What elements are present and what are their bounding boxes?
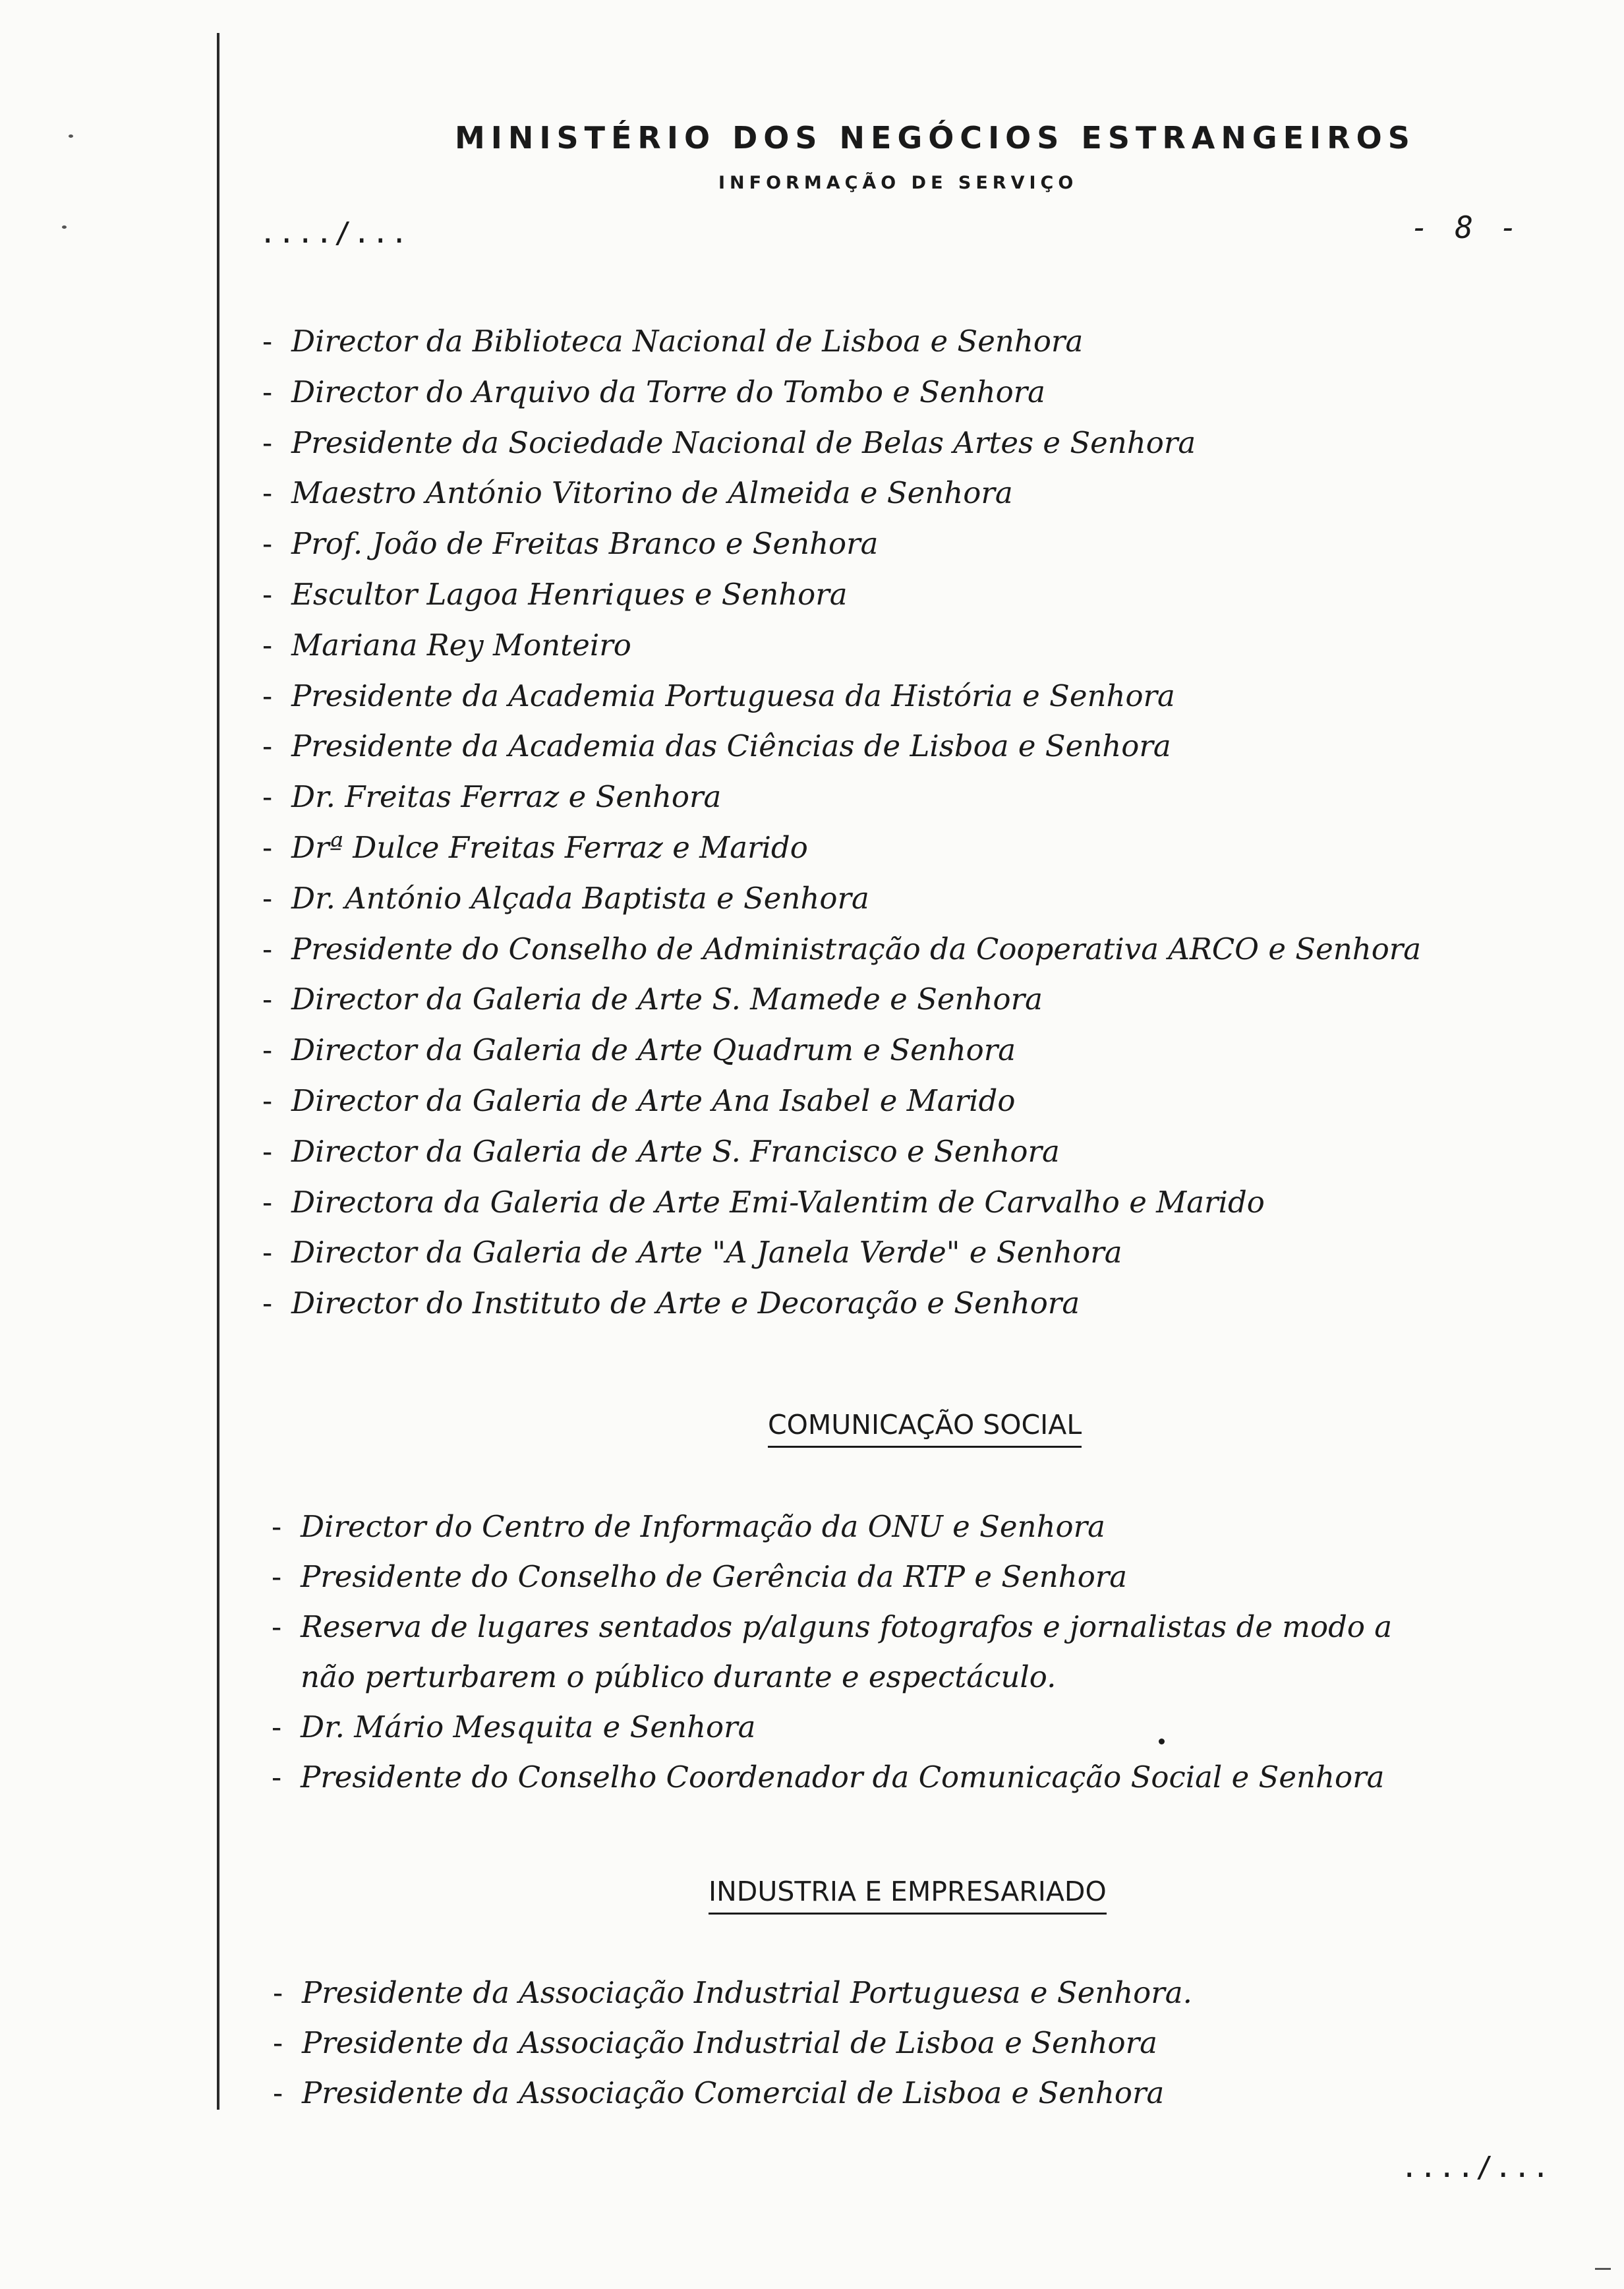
bullet-dash: - [262, 627, 273, 663]
communication-list [272, 1502, 1557, 1802]
bullet-dash: - [262, 1184, 273, 1220]
bullet-dash: - [262, 931, 273, 966]
list-item [262, 367, 1515, 418]
continuation-marker-bottom: ..../... [1401, 2151, 1551, 2184]
list-item-text: Director da Galeria de Arte Ana Isabel e Marido [291, 1083, 1016, 1118]
list-item [262, 874, 1515, 924]
section-heading-text: COMUNICAÇÃO SOCIAL [768, 1409, 1082, 1448]
list-item-text: Director do Arquivo da Torre do Tombo e Senhora [291, 374, 1046, 409]
list-item-text: Presidente da Associação Industrial de Lisboa e Senhora [302, 2025, 1157, 2060]
continuation-marker-top: ..../... [259, 216, 409, 250]
list-item [262, 418, 1515, 469]
list-item [262, 1278, 1515, 1329]
list-item-text: Presidente do Conselho Coordenador da Comunicação Social e Senhora [301, 1760, 1385, 1795]
bullet-dash: - [262, 678, 273, 713]
bullet-dash: - [272, 1509, 282, 1544]
bullet-dash: - [272, 1609, 282, 1644]
bullet-dash: - [262, 728, 273, 764]
list-item [262, 1025, 1515, 1076]
ministry-title: MINISTÉRIO DOS NEGÓCIOS ESTRANGEIROS [455, 120, 1416, 156]
bullet-dash: - [262, 829, 273, 865]
paper-speck [62, 225, 67, 229]
bullet-dash: - [262, 779, 273, 815]
section-heading-industry [709, 1876, 1107, 1907]
list-item [262, 1076, 1515, 1127]
paper-speck [69, 134, 73, 138]
document-type: INFORMAÇÃO DE SERVIÇO [718, 173, 1078, 193]
list-item-text: Director da Galeria de Arte Quadrum e Senhora [291, 1032, 1016, 1068]
list-item [272, 1702, 1557, 1752]
list-item [262, 671, 1515, 722]
bullet-dash: - [273, 1975, 283, 2010]
bullet-dash: - [262, 475, 273, 511]
section-heading-text: INDUSTRIA E EMPRESARIADO [709, 1876, 1107, 1915]
list-item [262, 1127, 1515, 1177]
list-item [273, 2018, 1525, 2068]
bullet-dash: - [262, 425, 273, 460]
list-item [262, 316, 1515, 367]
bullet-dash: - [262, 1133, 273, 1169]
list-item-text: Presidente da Associação Comercial de Lisboa e Senhora [302, 2075, 1165, 2110]
bullet-dash: - [262, 880, 273, 916]
ink-dot [1159, 1739, 1165, 1744]
list-item-text: Director da Galeria de Arte S. Mamede e Senhora [291, 982, 1043, 1017]
list-item-continuation: não perturbarem o público durante e espectáculo. [301, 1659, 1057, 1694]
bullet-dash: - [272, 1559, 282, 1594]
list-item-text: Prof. João de Freitas Branco e Senhora [291, 526, 879, 562]
bullet-dash: - [262, 324, 273, 359]
bullet-dash: - [273, 2025, 283, 2060]
list-item [262, 772, 1515, 823]
list-item [262, 721, 1515, 772]
margin-rule [217, 33, 219, 2110]
list-item-text: Reserva de lugares sentados p/alguns fotografos e jornalistas de modo a [301, 1609, 1393, 1644]
guest-list [262, 316, 1515, 1329]
list-item [272, 1602, 1557, 1702]
list-item-text: Presidente da Academia Portuguesa da História e Senhora [291, 678, 1175, 713]
list-item [262, 974, 1515, 1025]
bullet-dash: - [262, 1235, 273, 1270]
bullet-dash: - [262, 1083, 273, 1118]
list-item [262, 620, 1515, 671]
list-item-text: Directora da Galeria de Arte Emi-Valentim de Carvalho e Marido [291, 1184, 1265, 1220]
list-item-text: Dr. Freitas Ferraz e Senhora [291, 779, 722, 815]
list-item [262, 823, 1515, 874]
bullet-dash: - [262, 374, 273, 409]
list-item-text: Director da Biblioteca Nacional de Lisboa e Senhora [291, 324, 1084, 359]
list-item [273, 1968, 1525, 2018]
list-item [273, 2068, 1525, 2118]
paper-speck [1595, 2268, 1611, 2270]
list-item-text: Director do Instituto de Arte e Decoração e Senhora [291, 1286, 1080, 1321]
list-item [262, 570, 1515, 620]
list-item-text: Director da Galeria de Arte S. Francisco e Senhora [291, 1133, 1060, 1169]
bullet-dash: - [262, 982, 273, 1017]
list-item [262, 519, 1515, 570]
section-heading-communication [768, 1409, 1082, 1441]
industry-list [273, 1968, 1525, 2118]
list-item-text: Director da Galeria de Arte "A Janela Verde" e Senhora [291, 1235, 1122, 1270]
bullet-dash: - [272, 1760, 282, 1795]
list-item-text: Dr. Mário Mesquita e Senhora [301, 1709, 756, 1744]
list-item [262, 468, 1515, 519]
list-item-text: Presidente da Sociedade Nacional de Belas Artes e Senhora [291, 425, 1196, 460]
bullet-dash: - [262, 1032, 273, 1068]
list-item [262, 1228, 1515, 1278]
list-item-text: Dr. António Alçada Baptista e Senhora [291, 880, 869, 916]
list-item [272, 1552, 1557, 1602]
list-item-text: Drª Dulce Freitas Ferraz e Marido [291, 829, 808, 865]
bullet-dash: - [262, 526, 273, 562]
list-item [262, 924, 1515, 975]
list-item-text: Director do Centro de Informação da ONU e Senhora [301, 1509, 1105, 1544]
list-item [272, 1502, 1557, 1552]
list-item [262, 1177, 1515, 1228]
bullet-dash: - [273, 2075, 283, 2110]
page-number: - 8 - [1410, 210, 1522, 245]
bullet-dash: - [262, 576, 273, 612]
bullet-dash: - [272, 1709, 282, 1744]
list-item-text: Maestro António Vitorino de Almeida e Senhora [291, 475, 1013, 511]
list-item [272, 1752, 1557, 1802]
list-item-text: Mariana Rey Monteiro [291, 627, 631, 663]
list-item-text: Presidente da Academia das Ciências de Lisboa e Senhora [291, 728, 1171, 764]
list-item-text: Presidente do Conselho de Administração da Cooperativa ARCO e Senhora [291, 931, 1422, 966]
list-item-text: Presidente do Conselho de Gerência da RTP e Senhora [301, 1559, 1128, 1594]
list-item-text: Presidente da Associação Industrial Portuguesa e Senhora. [302, 1975, 1192, 2010]
list-item-text: Escultor Lagoa Henriques e Senhora [291, 576, 848, 612]
bullet-dash: - [262, 1286, 273, 1321]
